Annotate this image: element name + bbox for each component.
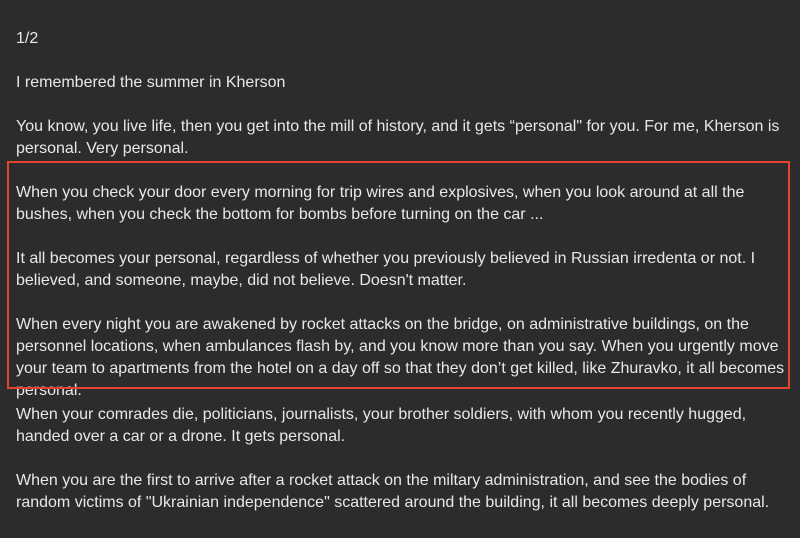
paragraph-comrades: When your comrades die, politicians, journalists, your brother soldiers, with whom you recently hugged, handed over a car or a drone. It gets personal.: [16, 406, 747, 445]
message-body: [16, 28, 788, 514]
paragraph-door-check: When you check your door every morning for trip wires and explosives, when you look around at all the bushes, when you check the bottom for bombs before turning on the car ...: [16, 184, 745, 223]
paragraph-becomes-personal: It all becomes your personal, regardless of whether you previously believed in Russian irredenta or not. I believed, and someone, maybe, did not believe. Doesn't matter.: [16, 250, 756, 289]
paragraph-rocket-attacks: When every night you are awakened by rocket attacks on the bridge, on administrative buildings, on the personnel locations, when ambulances flash by, and you know more than you say. When you urgently move your team to apartments from the hotel on a day off so that they don’t get killed, like Zhuravko, it all becomes personal.: [16, 316, 785, 399]
page-counter: 1/2: [16, 30, 39, 47]
paragraph-military-administration: When you are the first to arrive after a rocket attack on the miltary administration, and see the bodies of random victims of "Ukrainian independence" scattered around the building, it all becomes deeply personal.: [16, 472, 770, 511]
title-line: I remembered the summer in Kherson: [16, 74, 286, 91]
paragraph-intro: You know, you live life, then you get into the mill of history, and it gets “personal" for you. For me, Kherson is personal. Very personal.: [16, 118, 780, 157]
